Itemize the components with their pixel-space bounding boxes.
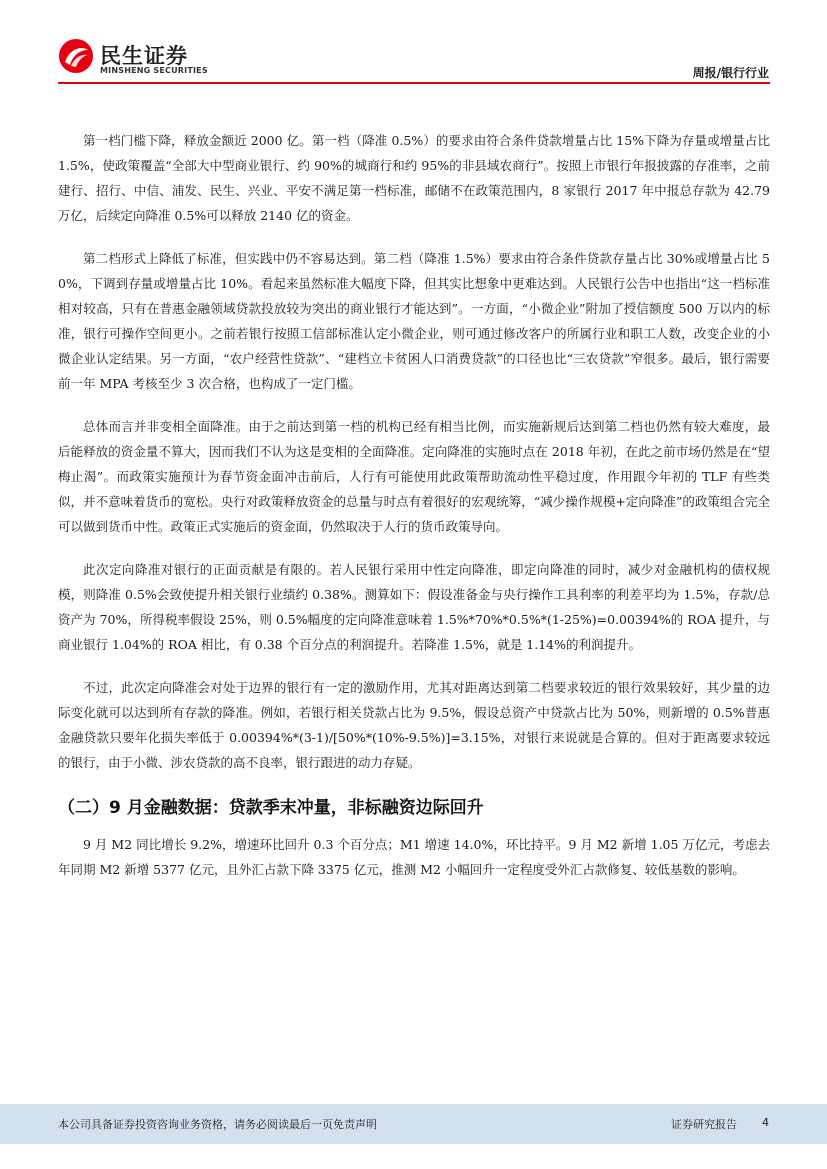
brand-name-en: MINSHENG SECURITIES xyxy=(100,66,208,75)
report-type: 周报/银行行业 xyxy=(692,66,769,80)
minsheng-logo-icon xyxy=(58,38,94,74)
paragraph: 不过，此次定向降准会对处于边界的银行有一定的激励作用，尤其对距离达到第二档要求较近的银行效果较好，其少量的边际变化就可以达到所有存款的降准。例如，若银行相关贷款占比为 9.5%，假设总资产中贷款占比为 50%，则新增的 0.5%普惠金融贷款只要年化损失率低于 0.00394%*(3-1)/[50%*(10%-9.5%)]=3.15%，对银行来说就是合算的。但对于距离要求较远的银行，由于小微、涉农贷款的高不良率，银行跟进的动力存疑。 xyxy=(58,680,770,770)
brand-name-cn: 民生证券 xyxy=(100,44,188,68)
page-header xyxy=(0,0,827,90)
header-divider xyxy=(58,82,770,84)
report-body xyxy=(58,128,770,900)
page-number: 4 xyxy=(762,1116,769,1129)
page-footer xyxy=(0,1104,827,1144)
footer-report-label: 证券研究报告 xyxy=(671,1118,737,1131)
paragraph: 9 月 M2 同比增长 9.2%，增速环比回升 0.3 个百分点；M1 增速 14.0%，环比持平。9 月 M2 新增 1.05 万亿元，考虑去年同期 M2 新增 5377 亿元，且外汇占款下降 3375 亿元，推测 M2 小幅回升一定程度受外汇占款修复、较低基数的影响。 xyxy=(58,837,770,877)
paragraph: 总体而言并非变相全面降准。由于之前达到第一档的机构已经有相当比例，而实施新规后达到第二档也仍然有较大难度，最后能释放的资金量不算大，因而我们不认为这是变相的全面降准。定向降准的实施时点在 2018 年初，在此之前市场仍然是在“望梅止渴”。而政策实施预计为春节资金面冲击前后，人行有可能使用此政策帮助流动性平稳过度，作用跟今年初的 TLF 有些类似，并不意味着货币的宽松。央行对政策释放资金的总量与时点有着很好的宏观统筹，“减少操作规模+定向降准”的政策组合完全可以做到货币中性。政策正式实施后的资金面，仍然取决于人行的货币政策导向。 xyxy=(58,419,770,534)
footer-disclaimer: 本公司具备证券投资咨询业务资格，请务必阅读最后一页免责声明 xyxy=(58,1118,377,1131)
paragraph: 第二档形式上降低了标准，但实践中仍不容易达到。第二档（降准 1.5%）要求由符合条件贷款存量占比 30%或增量占比 50%，下调到存量或增量占比 10%。看起来虽然标准大幅度下降，但其实比想象中更难达到。人民银行公告中也指出“这一档标准相对较高，只有在普惠金融领域贷款投放较为突出的商业银行才能达到”。一方面，“小微企业”附加了授信额度 500 万以内的标准，银行可操作空间更小。之前若银行按照工信部标准认定小微企业，则可通过修改客户的所属行业和职工人数，改变企业的小微企业认定结果。另一方面，“农户经营性贷款”、“建档立卡贫困人口消费贷款”的口径也比“三农贷款”窄很多。最后，银行需要前一年 MPA 考核至少 3 次合格，也构成了一定门槛。 xyxy=(58,251,770,391)
paragraph: 第一档门槛下降，释放金额近 2000 亿。第一档（降准 0.5%）的要求由符合条件贷款增量占比 15%下降为存量或增量占比 1.5%，使政策覆盖“全部大中型商业银行、约 90%的城商行和约 95%的非县域农商行”。按照上市银行年报披露的存准率，之前建行、招行、中信、浦发、民生、兴业、平安不满足第一档标准，邮储不在政策范围内，8 家银行 2017 年中报总存款为 42.79 万亿，后续定向降准 0.5%可以释放 2140 亿的资金。 xyxy=(58,133,770,223)
section-heading: （二）9 月金融数据：贷款季末冲量，非标融资边际回升 xyxy=(58,798,484,818)
paragraph: 此次定向降准对银行的正面贡献是有限的。若人民银行采用中性定向降准，即定向降准的同时，减少对金融机构的债权规模，则降准 0.5%会致使提升相关银行业绩约 0.38%。测算如下：假设准备金与央行操作工具利率的利差平均为 1.5%，存款/总资产为 70%，所得税率假设 25%，则 0.5%幅度的定向降准意味着 1.5%*70%*0.5%*(1-25%)=0.00394%的 ROA 提升，与商业银行 1.04%的 ROA 相比，有 0.38 个百分点的利润提升。若降准 1.5%，就是 1.14%的利润提升。 xyxy=(58,562,770,652)
